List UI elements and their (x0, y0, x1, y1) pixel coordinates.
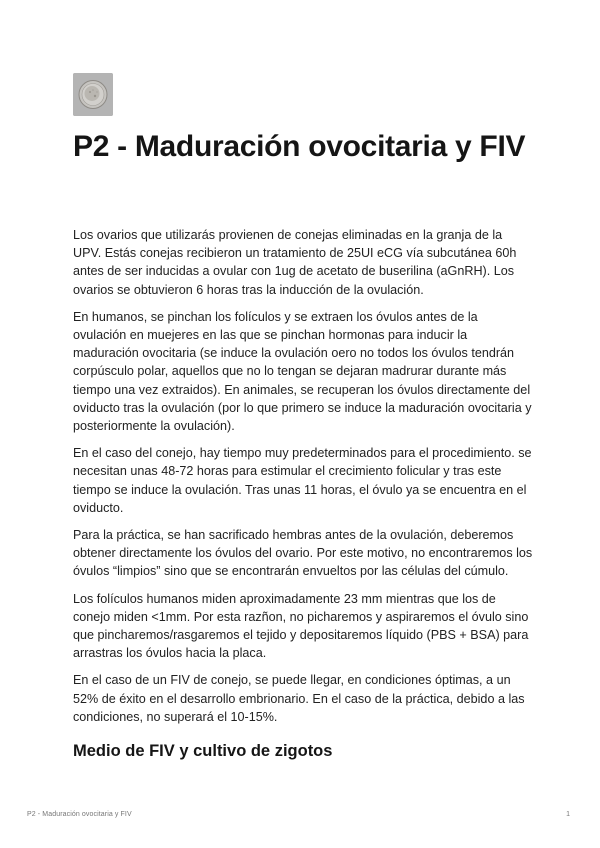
footer-document-title: P2 - Maduración ovocitaria y FIV (27, 811, 132, 818)
page-number: 1 (566, 811, 570, 818)
section-heading: Medio de FIV y cultivo de zigotos (73, 742, 333, 761)
paragraph: En el caso del conejo, hay tiempo muy predeterminados para el procedimiento. se necesitan unas 48-72 horas para estimular el crecimiento folicular y tras este tiempo se induce la ovulación. Tras unas 11 horas, el óvulo ya se encuentra en el oviducto. (73, 446, 532, 515)
oocyte-image-icon (73, 73, 113, 116)
paragraph: Los ovarios que utilizarás provienen de conejas eliminadas en la granja de la UPV. Estás conejas recibieron un tratamiento de 25UI eCG vía subcutánea 60h antes de ser inducidas a ovular con 1ug de acetato de buserilina (aGnRH). Los ovarios se obtuvieron 6 horas tras la inducción de la ovulación. (73, 228, 517, 297)
page-title: P2 - Maduración ovocitaria y FIV (73, 130, 526, 163)
document-body (73, 226, 533, 762)
paragraph: En humanos, se pinchan los folículos y se extraen los óvulos antes de la ovulación en muejeres en las que se pinchan hormonas para inducir la maduración ovocitaria (se induce la ovulación oero no todos los óvulos tendrán corpúsculo polar, aquellos que no lo tengan se dejaran madrurar durante más tiempo una vez extraidos). En animales, se recuperan los óvulos directamente del oviducto tras la ovulación (por lo que primero se induce la maduración ovocitaria y posteriormente la ovulación). (73, 309, 532, 434)
paragraph: Los folículos humanos miden aproximadamente 23 mm mientras que los de conejo miden <1mm. Por esta razñon, no picharemos y aspiraremos el óvulo sino que pincharemos/rasgaremos el tejido y depositaremos líquido (PBS + BSA) para arrastras los óvulos hacia la placa. (73, 591, 529, 661)
paragraph: Para la práctica, se han sacrificado hembras antes de la ovulación, deberemos obtener directamente los óvulos del ovario. Por este motivo, no encontraremos los óvulos “limpios” sino que se encontrarán envueltos por las células del cúmulo. (73, 528, 533, 579)
paragraph: En el caso de un FIV de conejo, se puede llegar, en condiciones óptimas, a un 52% de éxito en el desarrollo embrionario. En el caso de la práctica, debido a las condiciones, no superará el 10-15%. (73, 673, 525, 724)
